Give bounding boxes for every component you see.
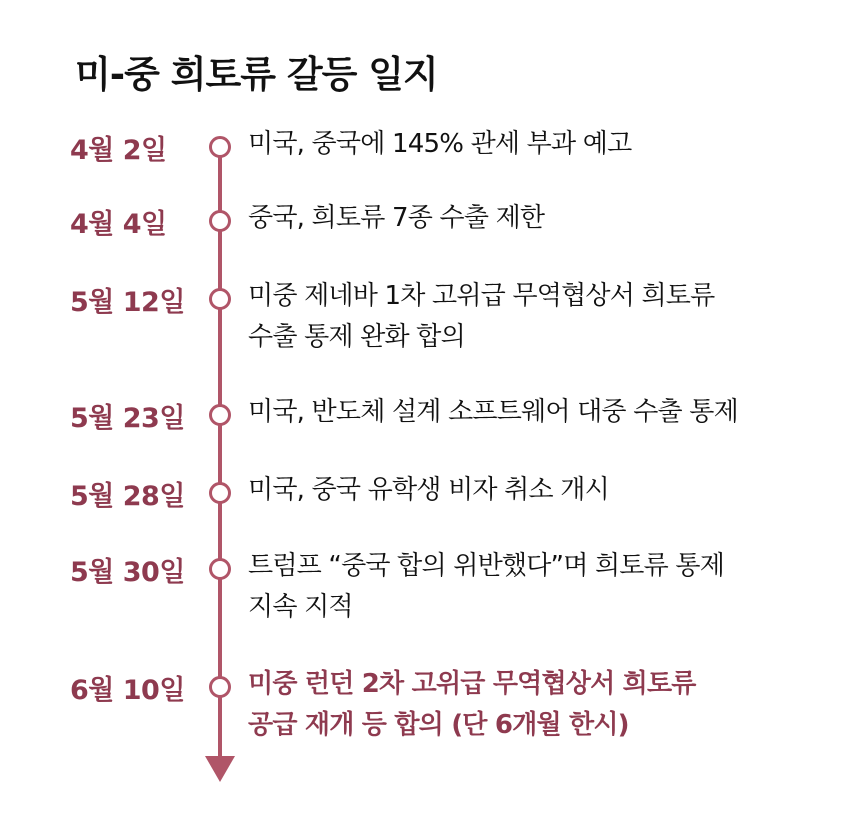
- timeline-node-icon: [209, 404, 231, 426]
- event-description-line: 트럼프 “중국 합의 위반했다”며 희토류 통제: [248, 551, 725, 581]
- event-description-line: 미국, 반도체 설계 소프트웨어 대중 수출 통제: [248, 397, 738, 427]
- event-description: [248, 546, 724, 628]
- event-description-line: 공급 재개 등 합의 (단 6개월 한시): [248, 710, 629, 740]
- timeline-node-icon: [209, 558, 231, 580]
- event-date: 5월 12일: [70, 287, 185, 318]
- timeline-line: [218, 140, 222, 762]
- timeline-node-icon: [209, 288, 231, 310]
- timeline-node-icon: [209, 482, 231, 504]
- event-description-line: 미국, 중국 유학생 비자 취소 개시: [248, 475, 609, 505]
- event-description-line: 미국, 중국에 145% 관세 부과 예고: [248, 129, 632, 159]
- event-description-line: 수출 통제 완화 합의: [248, 322, 465, 352]
- event-date: 5월 23일: [70, 403, 185, 434]
- event-description: [248, 198, 544, 239]
- event-date: 6월 10일: [70, 675, 185, 706]
- event-description: [248, 392, 738, 433]
- page-title: 미-중 희토류 갈등 일지: [75, 53, 438, 96]
- event-description: [248, 470, 609, 511]
- event-description: [248, 276, 714, 358]
- event-date: 4월 4일: [70, 209, 167, 240]
- event-date: 5월 30일: [70, 557, 185, 588]
- timeline-node-icon: [209, 136, 231, 158]
- event-description-line: 중국, 희토류 7종 수출 제한: [248, 203, 545, 233]
- timeline-arrow-icon: [205, 756, 235, 782]
- event-description-line: 지속 지적: [248, 592, 353, 622]
- timeline-node-icon: [209, 676, 231, 698]
- event-description-line: 미중 제네바 1차 고위급 무역협상서 희토류: [248, 281, 715, 311]
- event-date: 5월 28일: [70, 481, 185, 512]
- event-description-highlight: [248, 664, 696, 746]
- timeline-node-icon: [209, 210, 231, 232]
- event-description: [248, 124, 631, 165]
- event-description-line: 미중 런던 2차 고위급 무역협상서 희토류: [248, 669, 696, 699]
- event-date: 4월 2일: [70, 135, 167, 166]
